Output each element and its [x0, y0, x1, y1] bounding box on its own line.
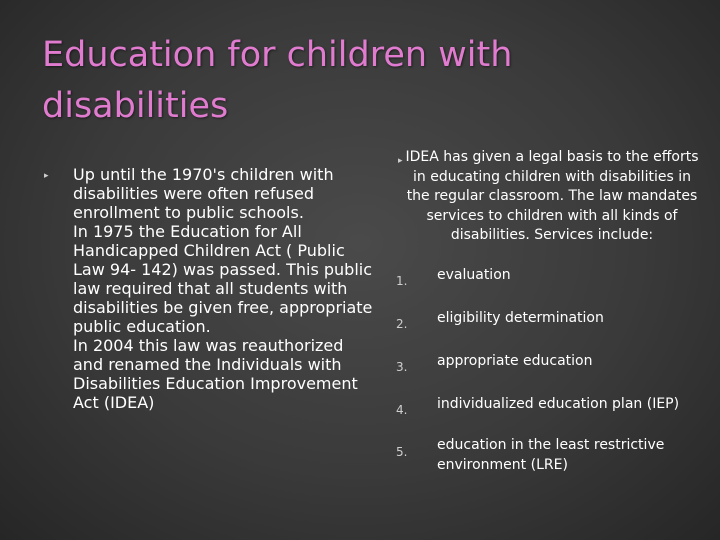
list-number: 2.: [396, 317, 408, 331]
right-intro-text: IDEA has given a legal basis to the efforts in educating children with disabilities in the regular classroom. The law mandates services to children with all kinds of disabilities. Services include:: [405, 149, 699, 243]
paragraph-1970s: Up until the 1970's children with disabilities were often refused enrollment to public schools.: [73, 165, 334, 222]
list-number: 3.: [396, 360, 408, 374]
paragraph-2004-idea: In 2004 this law was reauthorized and renamed the Individuals with Disabilities Education Improvement Act (IDEA): [73, 336, 358, 412]
list-item-evaluation: evaluation: [437, 267, 511, 283]
list-number: 1.: [396, 274, 408, 288]
list-item-eligibility: eligibility determination: [437, 310, 604, 326]
bullet-arrow-icon: ▸: [398, 155, 403, 165]
paragraph-1975-act: In 1975 the Education for All Handicapped Children Act ( Public Law 94- 142) was passed. This public law required that all students with disabilities be given free, appropriate public education.: [73, 222, 373, 336]
list-item-appropriate-education: appropriate education: [437, 353, 593, 369]
list-item-iep: individualized education plan (IEP): [437, 396, 680, 412]
left-column-text: [73, 165, 373, 412]
list-item-lre: education in the least restrictive environment (LRE): [437, 437, 665, 473]
list-number: 5.: [396, 445, 408, 459]
list-number: 4.: [396, 403, 408, 417]
bullet-arrow-icon: ▸: [44, 170, 49, 180]
slide-title: Education for children with disabilities: [42, 35, 513, 126]
